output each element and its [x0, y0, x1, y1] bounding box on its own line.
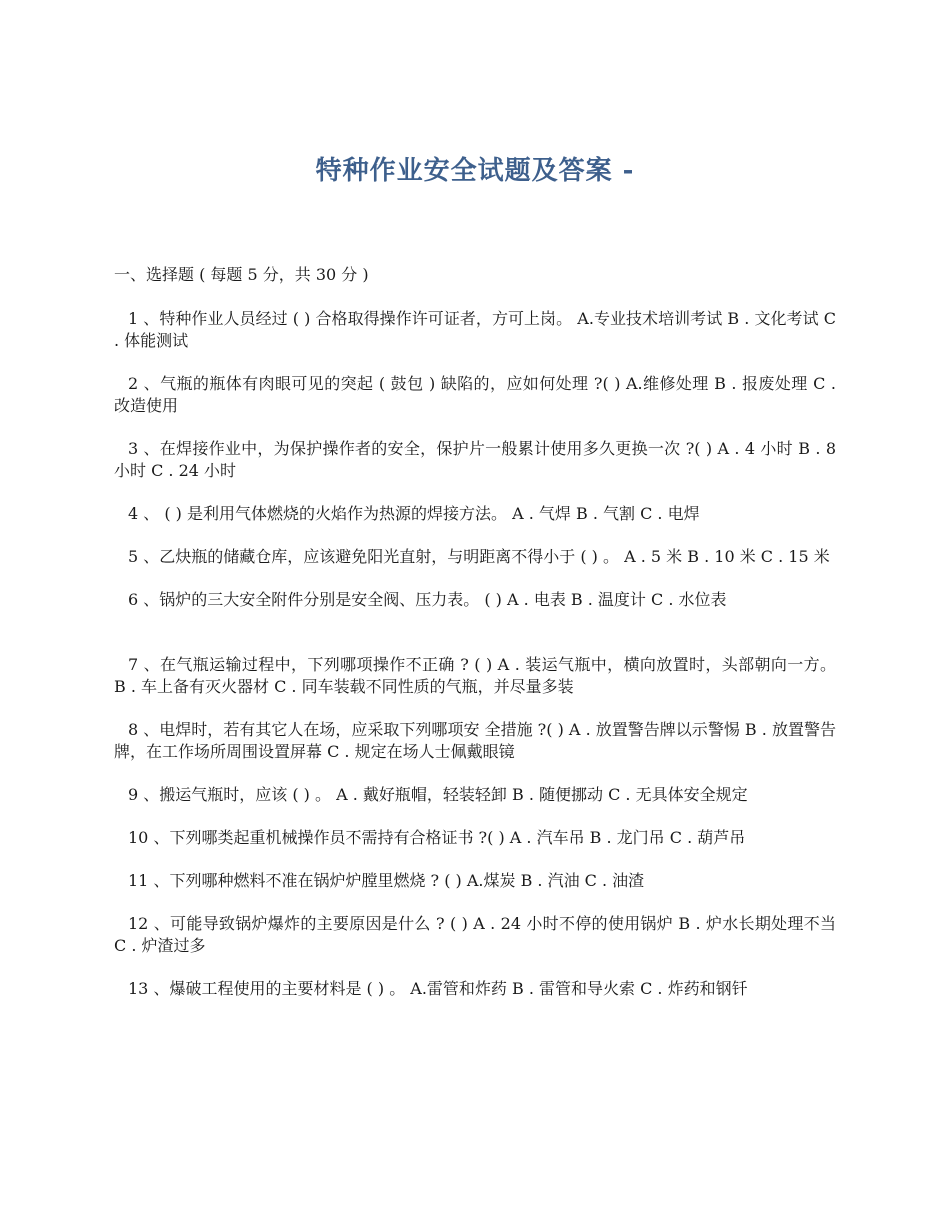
page-title: 特种作业安全试题及答案 - [315, 156, 635, 186]
question-list [114, 308, 836, 1021]
question-item: 9 、搬运气瓶时，应该 ( ) 。 A . 戴好瓶帽，轻装轻卸 B . 随便挪动 C . 无具体安全规定 [128, 785, 748, 804]
question-item: 11 、下列哪种燃料不准在锅炉炉膛里燃烧 ? ( ) A.煤炭 B . 汽油 C . 油渣 [128, 871, 645, 890]
question-item: 6 、锅炉的三大安全附件分别是安全阀、压力表。 ( ) A . 电表 B . 温度计 C . 水位表 [128, 590, 727, 609]
question-item: 5 、乙炔瓶的储藏仓库，应该避免阳光直射，与明距离不得小于 ( ) 。 A . 5 米 B . 10 米 C . 15 米 [128, 547, 830, 566]
question-item: 3 、在焊接作业中，为保护操作者的安全，保护片一般累计使用多久更换一次 ?( ) A . 4 小时 B . 8 小时 C . 24 小时 [114, 439, 836, 480]
question-item: 12 、可能导致锅炉爆炸的主要原因是什么 ? ( ) A . 24 小时不停的使用锅炉 B . 炉水长期处理不当 C . 炉渣过多 [114, 914, 836, 955]
question-item: 13 、爆破工程使用的主要材料是 ( ) 。 A.雷管和炸药 B . 雷管和导火索 C . 炸药和钢钎 [128, 979, 748, 998]
question-item: 7 、在气瓶运输过程中，下列哪项操作不正确 ? ( ) A . 装运气瓶中，横向放置时，头部朝向一方。 B . 车上备有灭火器材 C . 同车装载不同性质的气瓶，并尽量多装 [114, 655, 836, 696]
question-item: 2 、气瓶的瓶体有肉眼可见的突起 ( 鼓包 ) 缺陷的，应如何处理 ?( ) A.维修处理 B . 报废处理 C . 改造使用 [114, 374, 836, 415]
section-heading: 一、选择题 ( 每题 5 分，共 30 分 ) [114, 265, 369, 284]
question-item: 4 、 ( ) 是利用气体燃烧的火焰作为热源的焊接方法。 A . 气焊 B . 气割 C . 电焊 [128, 504, 700, 523]
question-item: 1 、特种作业人员经过 ( ) 合格取得操作许可证者，方可上岗。 A.专业技术培训考试 B . 文化考试 C . 体能测试 [114, 309, 836, 350]
question-item: 10 、下列哪类起重机械操作员不需持有合格证书 ?( ) A . 汽车吊 B . 龙门吊 C . 葫芦吊 [128, 828, 746, 847]
question-item: 8 、电焊时，若有其它人在场，应采取下列哪项安 全措施 ?( ) A . 放置警告牌以示警惕 B . 放置警告牌，在工作场所周围设置屏幕 C . 规定在场人士佩戴眼镜 [114, 720, 836, 761]
